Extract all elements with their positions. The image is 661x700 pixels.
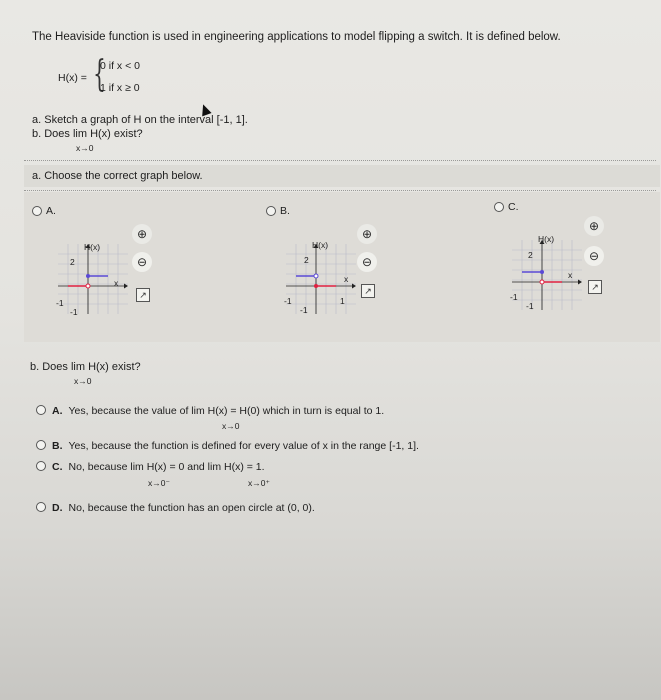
answer-option-d[interactable] <box>36 502 315 514</box>
case-two: 1 if x ≥ 0 <box>100 82 140 94</box>
x-tick-label: -1 <box>56 298 64 308</box>
graph-option-b[interactable] <box>266 205 290 217</box>
answer-letter: B. <box>52 440 63 452</box>
zoom-in-icon[interactable]: ⊕ <box>357 224 377 244</box>
function-label: H(x) = <box>58 72 87 84</box>
part-b-limit-sub: x→0 <box>74 376 92 386</box>
case-one: 0 if x < 0 <box>100 60 140 72</box>
zoom-in-icon[interactable]: ⊕ <box>584 216 604 236</box>
open-external-icon[interactable]: ↗ <box>361 284 375 298</box>
divider <box>24 160 656 161</box>
question-part-b-limit: x→0 <box>76 143 94 153</box>
x-tick-label: -1 <box>284 296 292 306</box>
answer-text: No, because the function has an open circle at (0, 0). <box>68 502 315 514</box>
y-tick-label: 2 <box>70 257 75 267</box>
answer-text: No, because lim H(x) = 0 and lim H(x) = 1. <box>68 461 265 473</box>
radio-a[interactable] <box>32 206 42 216</box>
answer-text: Yes, because the function is defined for every value of x in the range [-1, 1]. <box>68 440 419 452</box>
part-a-heading: a. Choose the correct graph below. <box>32 170 203 182</box>
graph-choices-panel <box>24 192 660 342</box>
answer-limit-sub: x→0 <box>222 421 240 431</box>
x-var-label: x <box>568 270 573 280</box>
radio-answer-a[interactable] <box>36 405 46 415</box>
answer-letter: A. <box>52 405 63 417</box>
answer-letter: C. <box>52 461 63 473</box>
graph-option-c[interactable] <box>494 201 519 213</box>
x-var-label: x <box>344 274 349 284</box>
graph-option-a[interactable] <box>32 205 56 217</box>
answer-letter: D. <box>52 502 63 514</box>
y-tick-label: 2 <box>528 250 533 260</box>
open-external-icon[interactable]: ↗ <box>136 288 150 302</box>
axis-label: H(x) <box>84 242 101 252</box>
answer-limit-sub-right: x→0⁺ <box>248 478 270 488</box>
zoom-out-icon[interactable]: ⊖ <box>584 246 604 266</box>
part-a-heading-bar <box>24 165 660 187</box>
x-tick-label: -1 <box>70 307 78 317</box>
divider <box>24 190 656 191</box>
option-letter: A. <box>46 205 56 217</box>
answer-option-b[interactable] <box>36 440 419 452</box>
x-var-label: x <box>114 278 119 288</box>
radio-answer-d[interactable] <box>36 502 46 512</box>
radio-b[interactable] <box>266 206 276 216</box>
zoom-in-icon[interactable]: ⊕ <box>132 224 152 244</box>
question-intro: The Heaviside function is used in engineering applications to model flipping a switch. It is defined below. <box>32 31 561 43</box>
option-letter: C. <box>508 201 519 213</box>
answer-option-a[interactable] <box>36 405 384 417</box>
answer-limit-sub-left: x→0⁻ <box>148 478 170 488</box>
zoom-out-icon[interactable]: ⊖ <box>357 252 377 272</box>
question-part-a: a. Sketch a graph of H on the interval [-1, 1]. <box>32 114 248 126</box>
zoom-out-icon[interactable]: ⊖ <box>132 252 152 272</box>
brace-symbol: { <box>93 54 106 95</box>
radio-answer-c[interactable] <box>36 461 46 471</box>
x-tick-label: -1 <box>526 301 534 311</box>
answer-text: Yes, because the value of lim H(x) = H(0) which in turn is equal to 1. <box>68 405 385 417</box>
question-part-b: b. Does lim H(x) exist? <box>32 128 143 140</box>
function-definition <box>58 54 198 100</box>
axis-label: H(x) <box>312 240 329 250</box>
y-tick-label: 2 <box>304 255 309 265</box>
radio-c[interactable] <box>494 202 504 212</box>
answer-option-c[interactable] <box>36 461 265 473</box>
part-b-title: b. Does lim H(x) exist? <box>30 361 141 373</box>
x-tick-label: 1 <box>340 296 345 306</box>
radio-answer-b[interactable] <box>36 440 46 450</box>
x-tick-label: -1 <box>300 305 308 315</box>
axis-label: H(x) <box>538 234 555 244</box>
option-letter: B. <box>280 205 290 217</box>
x-tick-label: -1 <box>510 292 518 302</box>
open-external-icon[interactable]: ↗ <box>588 280 602 294</box>
